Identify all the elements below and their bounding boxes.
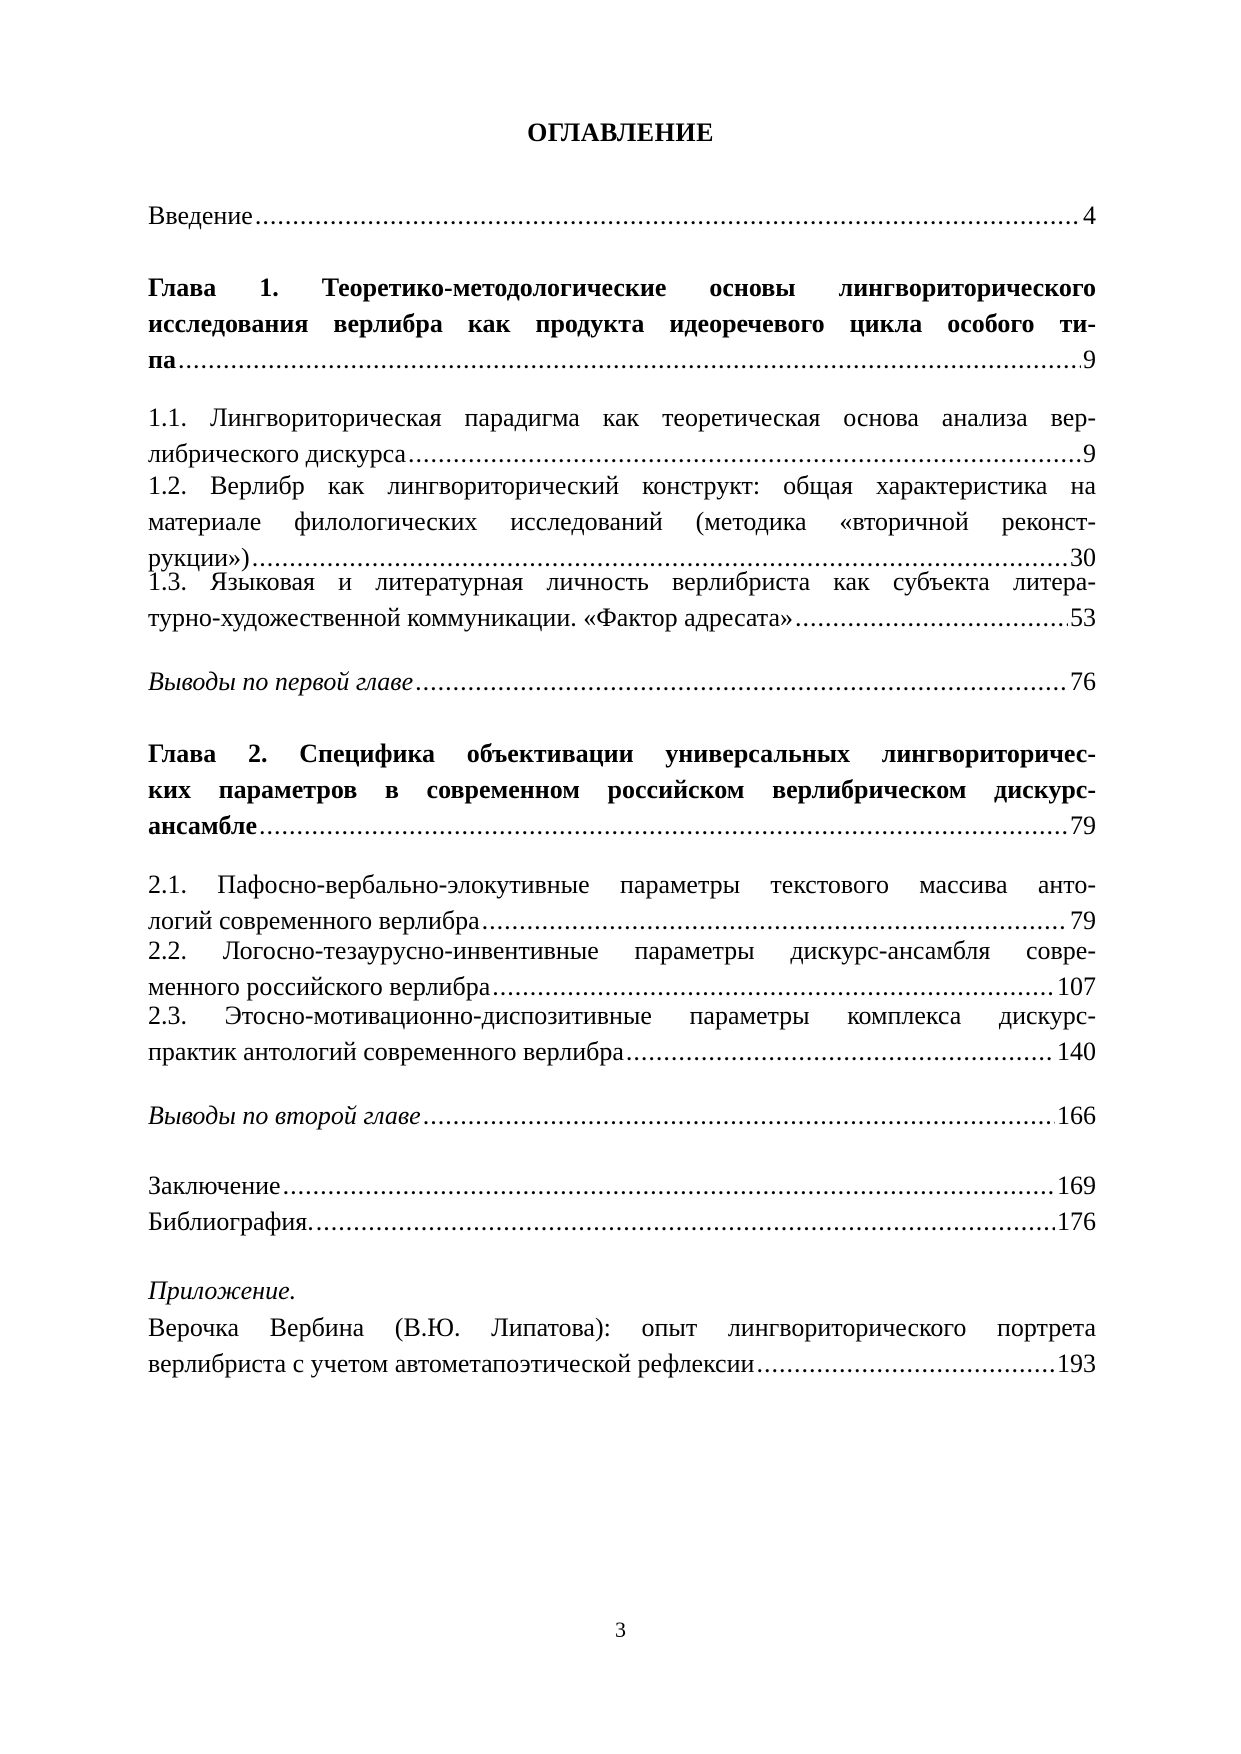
toc-entry-line: Верочка Вербина (В.Ю. Липатова): опыт лингвориторического портрета — [148, 1313, 1096, 1342]
toc-page-number: 107 — [1057, 972, 1096, 1001]
toc-page-number: 140 — [1057, 1037, 1096, 1066]
toc-entry-title: практик антологий современного верлибра — [148, 1037, 624, 1066]
toc-entry-section-2-2[interactable] — [148, 933, 1096, 1005]
toc-entry-line: материале филологических исследований (методика «вторичной реконст- — [148, 507, 1096, 536]
toc-page-number: 166 — [1057, 1101, 1096, 1130]
toc-entry-title: рукции») — [148, 543, 250, 572]
toc-entry-bibliography[interactable] — [148, 1204, 1096, 1240]
toc-page-number: 169 — [1057, 1171, 1096, 1200]
toc-entry-conclusions-chapter-2[interactable] — [148, 1098, 1096, 1134]
toc-entry-chapter-2[interactable] — [148, 736, 1096, 844]
toc-entry-section-1-3[interactable] — [148, 564, 1096, 636]
toc-entry-section-1-2[interactable] — [148, 468, 1096, 576]
toc-entry-title: Заключение — [148, 1171, 281, 1200]
toc-page-number: 53 — [1070, 603, 1096, 632]
toc-entry-title: турно-художественной коммуникации. «Фактор адресата» — [148, 603, 794, 632]
toc-page-number: 176 — [1057, 1207, 1096, 1236]
toc-page-number: 76 — [1070, 667, 1096, 696]
toc-entry-title: ансамбле — [148, 811, 258, 840]
dot-leader — [178, 342, 1081, 378]
toc-page-number: 4 — [1083, 201, 1096, 230]
dot-leader — [626, 1034, 1055, 1070]
dot-leader — [283, 1168, 1055, 1204]
toc-entry-conclusion[interactable] — [148, 1168, 1096, 1204]
toc-entry-line: 1.1. Лингвориторическая парадигма как теоретическая основа анализа вер- — [148, 403, 1096, 432]
dot-leader — [795, 600, 1068, 636]
toc-entry-section-1-1[interactable] — [148, 400, 1096, 472]
toc-page-number: 9 — [1083, 345, 1096, 374]
page-footer-number: 3 — [615, 1617, 626, 1642]
toc-page-number: 79 — [1070, 906, 1096, 935]
toc-entry-section-2-1[interactable] — [148, 867, 1096, 939]
toc-entry-line: 2.3. Этосно-мотивационно-диспозитивные параметры комплекса дискурс- — [148, 1001, 1096, 1030]
toc-entry-chapter-1[interactable] — [148, 270, 1096, 378]
toc-entry-title: верлибриста с учетом автометапоэтической рефлексии — [148, 1349, 755, 1378]
toc-entry-title: менного российского верлибра — [148, 972, 491, 1001]
toc-entry-line: 2.2. Логосно-тезаурусно-инвентивные параметры дискурс-ансамбля совре- — [148, 936, 1096, 965]
toc-page-number: 30 — [1070, 543, 1096, 572]
dot-leader — [255, 198, 1081, 234]
toc-entry-title: па — [148, 345, 176, 374]
toc-entry-section-2-3[interactable] — [148, 998, 1096, 1070]
dot-leader — [316, 1204, 1055, 1240]
toc-entry-title: логий современного верлибра — [148, 906, 480, 935]
dot-leader — [423, 1098, 1055, 1134]
toc-entry-line: исследования верлибра как продукта идеоречевого цикла особого ти- — [148, 309, 1096, 338]
dot-leader — [756, 1346, 1055, 1382]
toc-page-number: 193 — [1057, 1349, 1096, 1378]
dot-leader — [259, 808, 1068, 844]
toc-page-number: 9 — [1083, 439, 1096, 468]
appendix-heading-text: Приложение. — [148, 1276, 297, 1305]
toc-entry-line: Глава 2. Специфика объективации универсальных лингвориторичес- — [148, 739, 1096, 768]
toc-entry-title: Выводы по второй главе — [148, 1101, 421, 1130]
toc-entry-introduction[interactable] — [148, 198, 1096, 234]
toc-entry-appendix[interactable] — [148, 1310, 1096, 1382]
appendix-heading — [148, 1273, 1096, 1309]
dot-leader — [408, 436, 1081, 472]
toc-entry-title: Библиография. — [148, 1207, 314, 1236]
toc-entry-title: Выводы по первой главе — [148, 667, 414, 696]
toc-entry-line: Глава 1. Теоретико-методологические основы лингвориторического — [148, 273, 1096, 302]
toc-entry-line: ких параметров в современном российском верлибрическом дискурс- — [148, 775, 1096, 804]
toc-page-number: 79 — [1070, 811, 1096, 840]
toc-entry-title: Введение — [148, 201, 253, 230]
toc-entry-line: 1.3. Языковая и литературная личность верлибриста как субъекта литера- — [148, 567, 1096, 596]
dot-leader — [415, 664, 1068, 700]
toc-entry-line: 2.1. Пафосно-вербально-элокутивные параметры текстового массива анто- — [148, 870, 1096, 899]
page-title: ОГЛАВЛЕНИЕ — [527, 118, 714, 147]
toc-entry-conclusions-chapter-1[interactable] — [148, 664, 1096, 700]
toc-entry-line: 1.2. Верлибр как лингвориторический конструкт: общая характеристика на — [148, 471, 1096, 500]
toc-entry-title: либрического дискурса — [148, 439, 407, 468]
